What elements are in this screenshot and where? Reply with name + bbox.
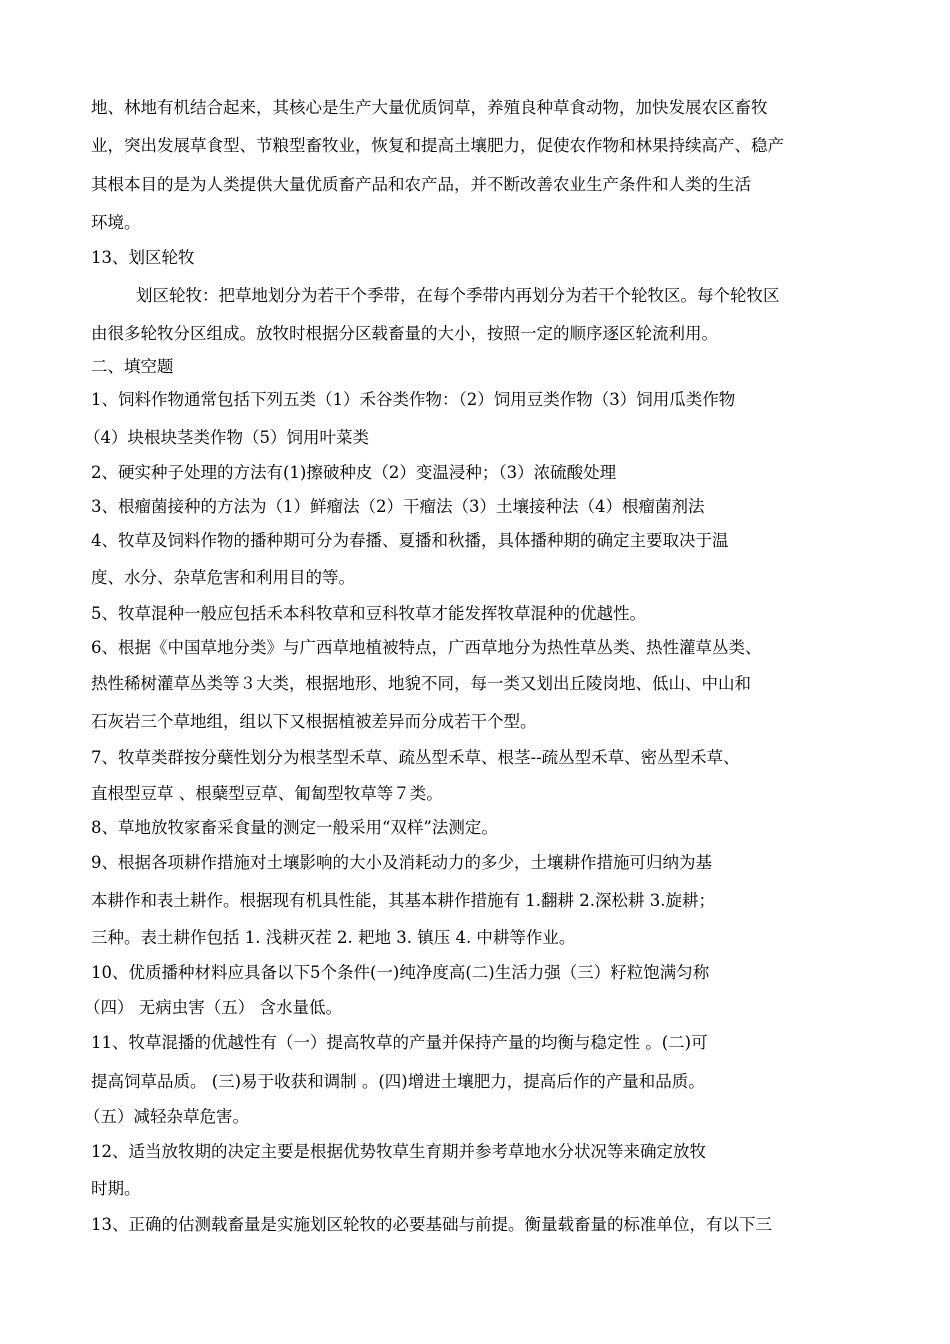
section-heading: 13、划区轮牧 <box>91 248 195 267</box>
text-line: 直根型豆草 、根蘖型豆草、匍匐型牧草等７类。 <box>91 784 443 803</box>
text-line: 石灰岩三个草地组，组以下又根据植被差异而分成若干个型。 <box>91 712 537 731</box>
text-line: （五）减轻杂草危害。 <box>84 1107 249 1126</box>
text-line: 时期。 <box>91 1179 141 1198</box>
text-line: 7、牧草类群按分蘖性划分为根茎型禾草、疏丛型禾草、根茎--疏丛型禾草、密丛型禾草、 <box>91 748 740 767</box>
text-line: 环境。 <box>91 213 141 232</box>
text-line: 度、水分、杂草危害和利用目的等。 <box>91 568 355 587</box>
text-line: 2、硬实种子处理的方法有(1)擦破种皮（2）变温浸种；（3）浓硫酸处理 <box>91 463 617 482</box>
text-line: 4、牧草及饲料作物的播种期可分为春播、夏播和秋播，具体播种期的确定主要取决于温 <box>91 531 729 550</box>
text-line: 9、根据各项耕作措施对土壤影响的大小及消耗动力的多少，土壤耕作措施可归纳为基 <box>91 853 712 872</box>
text-line: 本耕作和表土耕作。根据现有机具性能，其基本耕作措施有 1.翻耕 2.深松耕 3.旋耕； <box>91 891 715 910</box>
text-line: 划区轮牧：把草地划分为若干个季带，在每个季带内再划分为若干个轮牧区。每个轮牧区 <box>136 286 780 305</box>
text-line: 三种。表土耕作包括 1. 浅耕灭茬 2. 耙地 3. 镇压 4. 中耕等作业。 <box>91 928 576 947</box>
text-line: 业，突出发展草食型、节粮型畜牧业，恢复和提高土壤肥力，促使农作物和林果持续高产、稳产 <box>91 136 784 155</box>
text-line: （4）块根块茎类作物（5）饲用叶菜类 <box>84 428 369 447</box>
text-line: 8、草地放牧家畜采食量的测定一般采用“双样”法测定。 <box>91 818 498 837</box>
text-line: 5、牧草混种一般应包括禾本科牧草和豆科牧草才能发挥牧草混种的优越性。 <box>91 604 646 623</box>
text-line: 10、优质播种材料应具备以下5个条件(一)纯净度高(二)生活力强（三）籽粒饱满匀称 <box>91 963 710 982</box>
text-line: 6、根据《中国草地分类》与广西草地植被特点，广西草地分为热性草丛类、热性灌草丛类、 <box>91 638 762 657</box>
section-heading: 二、填空题 <box>91 357 174 376</box>
text-line: 由很多轮牧分区组成。放牧时根据分区载畜量的大小，按照一定的顺序逐区轮流利用。 <box>91 324 718 343</box>
text-line: 12、适当放牧期的决定主要是根据优势牧草生育期并参考草地水分状况等来确定放牧 <box>91 1142 706 1161</box>
text-line: （四） 无病虫害（五） 含水量低。 <box>84 998 342 1017</box>
text-line: 11、牧草混播的优越性有（一）提高牧草的产量并保持产量的均衡与稳定性 。(二)可 <box>91 1033 708 1052</box>
text-line: 3、根瘤菌接种的方法为（1）鲜瘤法（2）干瘤法（3）土壤接种法（4）根瘤菌剂法 <box>91 497 705 516</box>
text-line: 提高饲草品质。 (三)易于收获和调制 。(四)增进土壤肥力，提高后作的产量和品质。 <box>91 1072 705 1091</box>
text-line: 其根本目的是为人类提供大量优质畜产品和农产品，并不断改善农业生产条件和人类的生活 <box>91 175 751 194</box>
text-line: 13、正确的估测载畜量是实施划区轮牧的必要基础与前提。衡量载畜量的标准单位，有以下三 <box>91 1215 772 1234</box>
text-line: 1、饲料作物通常包括下列五类（1）禾谷类作物：（2）饲用豆类作物（3）饲用瓜类作物 <box>91 390 736 409</box>
text-line: 热性稀树灌草丛类等３大类，根据地形、地貌不同，每一类又划出丘陵岗地、低山、中山和 <box>91 674 751 693</box>
text-line: 地、林地有机结合起来，其核心是生产大量优质饲草，养殖良种草食动物，加快发展农区畜牧 <box>91 98 768 117</box>
